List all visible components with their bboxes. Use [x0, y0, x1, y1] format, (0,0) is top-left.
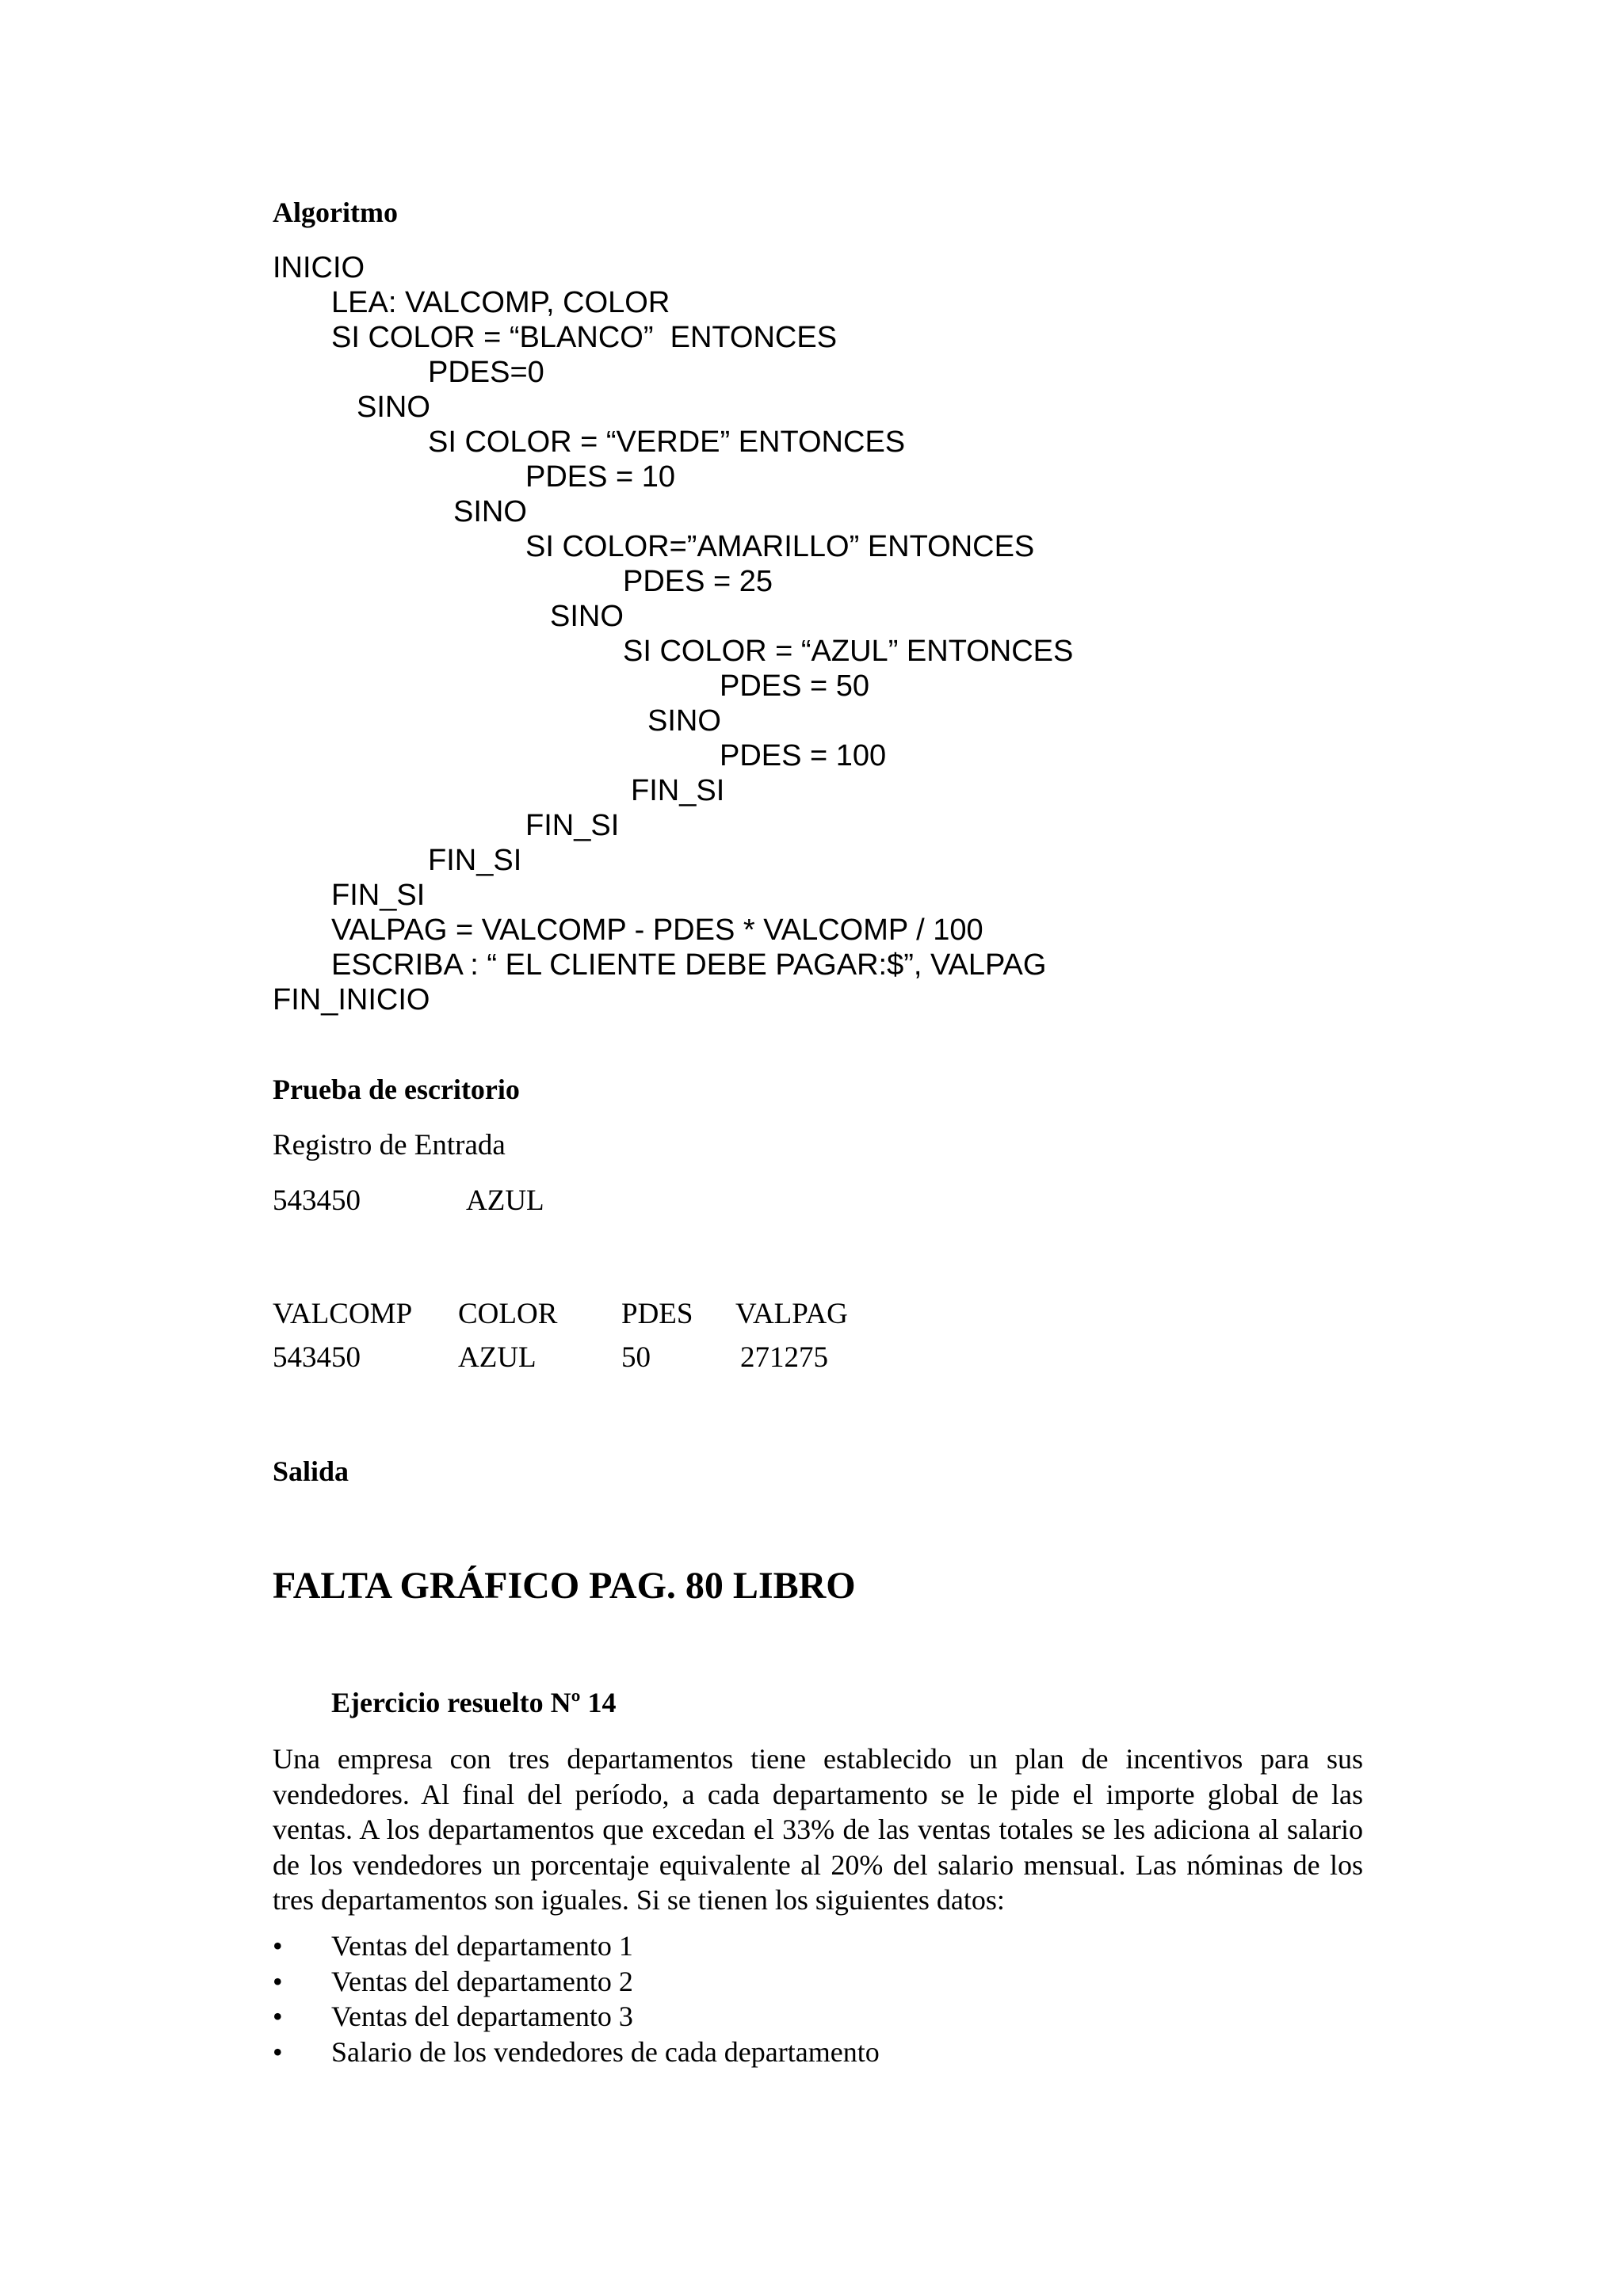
list-item-text: Ventas del departamento 3 [331, 2000, 633, 2032]
table-cell: AZUL [458, 1341, 537, 1374]
missing-graphic-note: FALTA GRÁFICO PAG. 80 LIBRO [273, 1565, 856, 1607]
bullet-icon: • [273, 1930, 283, 1962]
list-item [273, 1999, 880, 2035]
code-line: SINO [550, 600, 624, 633]
code-line: FIN_SI [525, 809, 620, 842]
code-line: PDES = 10 [525, 460, 676, 494]
list-item [273, 1928, 880, 1964]
bullet-icon: • [273, 2035, 283, 2068]
code-line: PDES = 50 [720, 669, 870, 703]
code-line: FIN_SI [428, 844, 522, 877]
salida-heading: Salida [273, 1455, 349, 1487]
code-line: LEA: VALCOMP, COLOR [331, 286, 670, 319]
code-line: PDES=0 [428, 356, 544, 389]
ejercicio-title: Ejercicio resuelto Nº 14 [331, 1687, 617, 1718]
code-line: SINO [647, 704, 721, 738]
code-line: SI COLOR=”AMARILLO” ENTONCES [525, 530, 1035, 563]
code-line: INICIO [273, 251, 365, 284]
table-header: VALPAG [735, 1298, 848, 1330]
table-header: VALCOMP [273, 1298, 413, 1330]
prueba-heading: Prueba de escritorio [273, 1074, 520, 1105]
code-line: FIN_SI [331, 879, 426, 912]
data-list [273, 1928, 880, 2069]
code-line: SI COLOR = “BLANCO” ENTONCES [331, 321, 838, 354]
table-cell: 50 [621, 1341, 651, 1374]
table-cell: 543450 [273, 1341, 361, 1374]
bullet-icon: • [273, 1965, 283, 1997]
code-line: VALPAG = VALCOMP - PDES * VALCOMP / 100 [331, 913, 983, 947]
table-header: COLOR [458, 1298, 558, 1330]
registro-label: Registro de Entrada [273, 1129, 506, 1161]
code-line: SI COLOR = “VERDE” ENTONCES [428, 425, 906, 459]
list-item-text: Salario de los vendedores de cada departamento [331, 2035, 880, 2068]
table-header: PDES [621, 1298, 693, 1330]
table-cell: 271275 [740, 1341, 828, 1374]
bullet-icon: • [273, 2000, 283, 2032]
registro-value: 543450 [273, 1184, 361, 1217]
list-item [273, 1964, 880, 2000]
code-line: ESCRIBA : “ EL CLIENTE DEBE PAGAR:$”, VALPAG [331, 948, 1047, 982]
code-line: PDES = 25 [623, 565, 773, 598]
code-line: FIN_SI [631, 774, 725, 807]
algoritmo-heading: Algoritmo [273, 196, 398, 228]
ejercicio-paragraph: Una empresa con tres departamentos tiene establecido un plan de incentivos para sus vendedores. Al final del período, a cada departamento se le pide el importe global de las ventas. A los departamentos que excedan el 33% de las ventas totales se les adiciona al salario de los vendedores un porcentaje equivalente al 20% del salario mensual. Las nóminas de los tres departamentos son iguales. Si se tienen los siguientes datos: [273, 1743, 1363, 1916]
code-line: SINO [453, 495, 527, 528]
code-line: FIN_INICIO [273, 983, 430, 1016]
code-line: SINO [357, 391, 430, 424]
list-item-text: Ventas del departamento 1 [331, 1930, 633, 1962]
list-item [273, 2035, 880, 2070]
list-item-text: Ventas del departamento 2 [331, 1965, 633, 1997]
code-line: SI COLOR = “AZUL” ENTONCES [623, 635, 1074, 668]
code-line: PDES = 100 [720, 739, 887, 772]
registro-value: AZUL [466, 1184, 544, 1217]
